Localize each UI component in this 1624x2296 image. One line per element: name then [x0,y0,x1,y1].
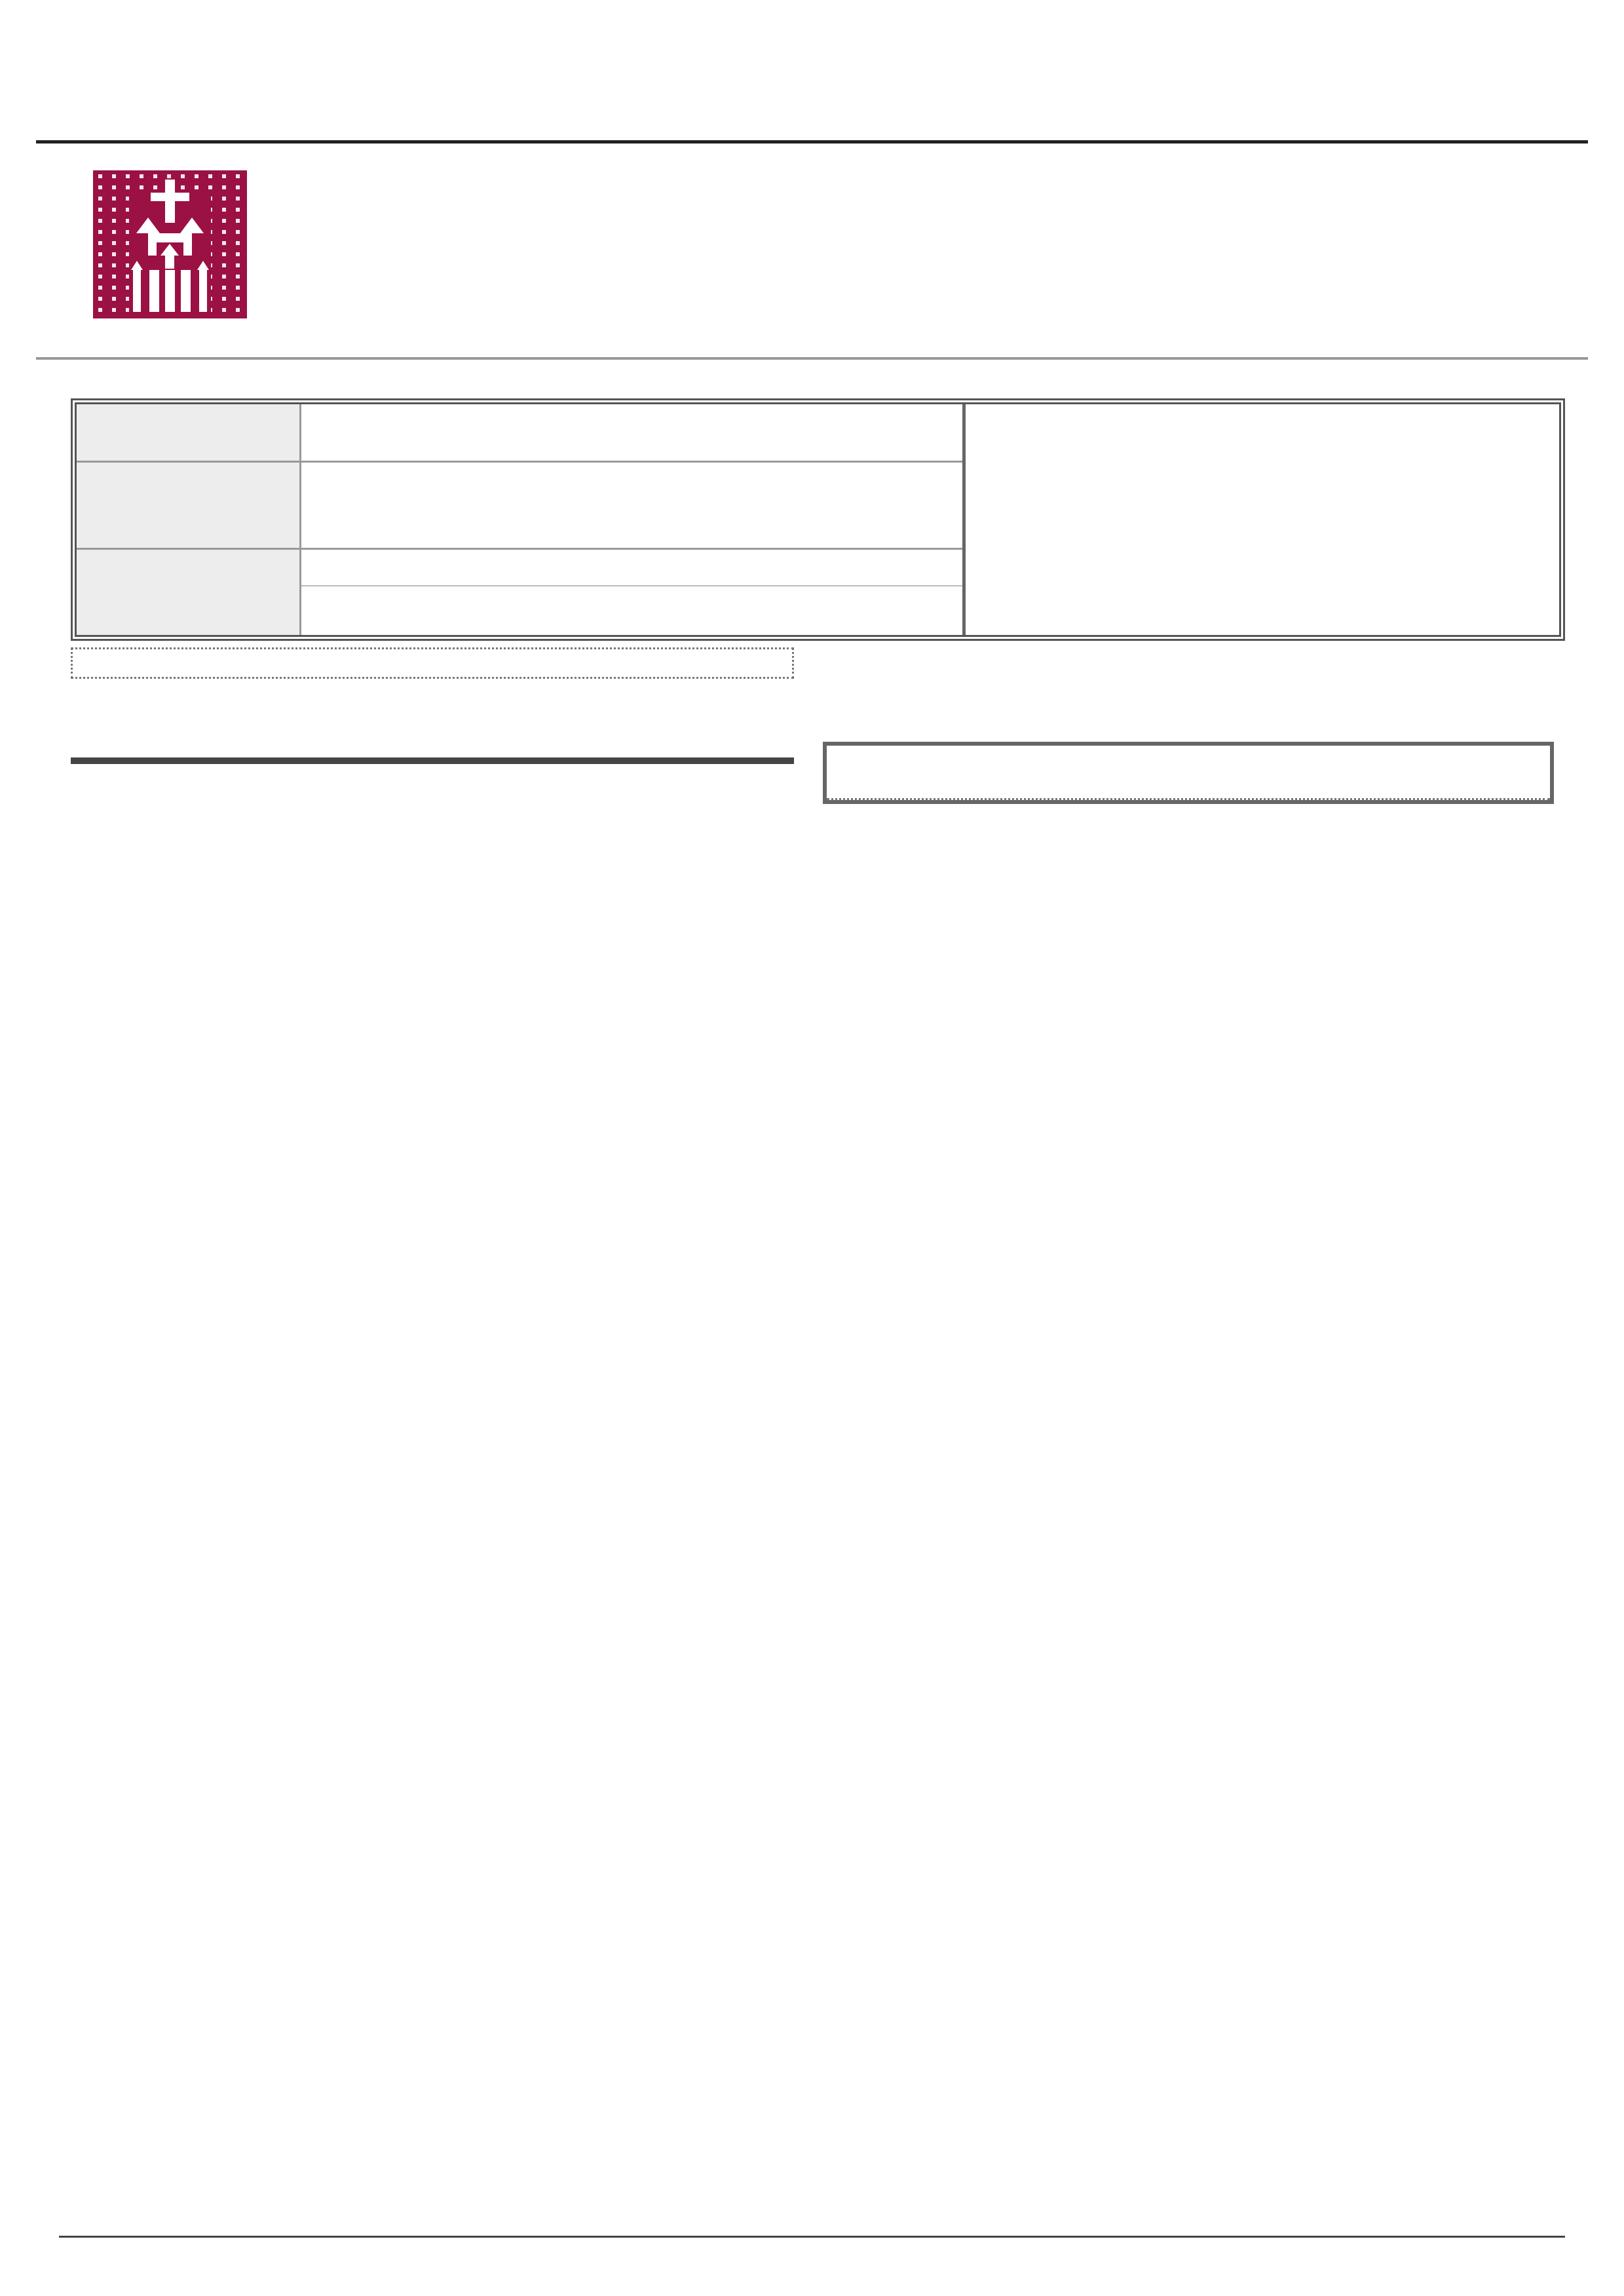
triduum-section [71,739,794,764]
sacraments-info-panel [962,404,1559,635]
offering-table [823,742,1554,804]
weekday-mass-label [77,550,301,635]
sunday-mass-times [301,463,962,548]
header-mid-rule [36,357,1588,360]
date-line [1503,96,1551,130]
saturday-mass-times [301,404,339,461]
offering-section [823,725,1554,804]
offering-subheader [827,746,1550,800]
left-column [71,647,794,871]
weekday-grid [301,550,962,635]
church-logo [93,170,247,318]
triduum-table [71,757,794,764]
mass-schedule-table [71,398,1565,641]
sunday-mass-row [77,463,962,550]
responsorial-psalm-block [71,2063,1553,2230]
church-logo-icon [93,170,247,318]
mass-times-panel [77,404,962,635]
sunday-mass-label [77,463,301,548]
weekday-header-row [301,550,962,586]
weekday-mass-row [77,550,962,635]
weekday-times-row [301,586,962,635]
music-staff-icon [71,2063,1553,2230]
saturday-mass-row [77,404,962,463]
vigil-section [823,647,1554,664]
right-column [823,647,1554,804]
footer-rule [59,2236,1565,2238]
easter-confession-box [71,647,794,679]
saturday-mass-label [77,404,301,461]
header-top-rule [36,140,1588,144]
